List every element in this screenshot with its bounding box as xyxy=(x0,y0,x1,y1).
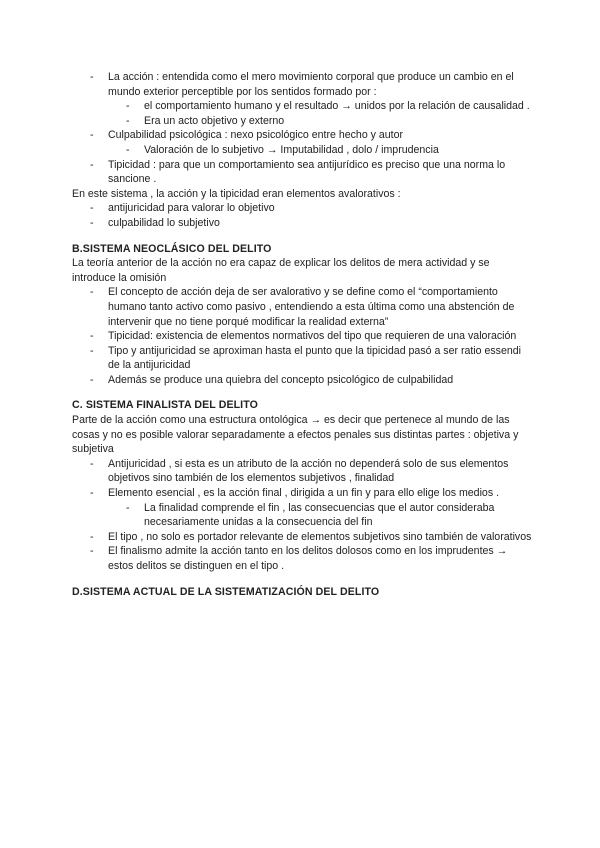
paragraph: En este sistema , la acción y la tipicidad eran elementos avalorativos : xyxy=(72,187,401,200)
list-item: - La acción : entendida como el mero movimiento corporal que produce un cambio en el mundo exterior perceptible por los sentidos formado por : xyxy=(90,71,514,98)
list-item: - Valoración de lo subjetivo → Imputabilidad , dolo / imprudencia xyxy=(126,143,439,156)
list-item: - El finalismo admite la acción tanto en los delitos dolosos como en los imprudentes → estos delitos se distinguen en el tipo . xyxy=(90,545,508,572)
section-c xyxy=(72,398,532,573)
list-item: - antijuricidad para valorar lo objetivo xyxy=(90,202,275,215)
paragraph: La teoría anterior de la acción no era capaz de explicar los delitos de mera actividad y se introduce la omisión xyxy=(72,257,490,284)
list-item: - Tipicidad : para que un comportamiento sea antijurídico es preciso que una norma lo sancione . xyxy=(90,158,506,186)
section-heading: D.SISTEMA ACTUAL DE LA SISTEMATIZACIÓN DEL DELITO xyxy=(72,585,380,598)
list-item: - El concepto de acción deja de ser avalorativo y se define como el “comportamiento humano tanto activo como pasivo , entendiendo a esta última como una abstención de intervenir que no tiene porqué modificar la realidad externa” xyxy=(90,286,515,328)
list-item: - Antijuricidad , si esta es un atributo de la acción no dependerá solo de sus elementos objetivos sino también de los elementos subjetivos , finalidad xyxy=(90,457,509,485)
list-item: - Además se produce una quiebra del concepto psicológico de culpabilidad xyxy=(90,373,454,386)
section-heading: C. SISTEMA FINALISTA DEL DELITO xyxy=(72,399,258,412)
list-item: - Culpabilidad psicológica : nexo psicológico entre hecho y autor xyxy=(90,129,404,142)
section-b xyxy=(72,242,532,388)
list-item: - Elemento esencial , es la acción final , dirigida a un fin y para ello elige los medios . xyxy=(90,487,500,500)
document-body xyxy=(72,70,532,599)
section-a xyxy=(72,70,532,231)
list-item: - La finalidad comprende el fin , las consecuencias que el autor consideraba necesariamente unidas a la consecuencia del fin xyxy=(126,501,495,529)
section-heading: B.SISTEMA NEOCLÁSICO DEL DELITO xyxy=(72,242,272,255)
paragraph: Parte de la acción como una estructura ontológica → es decir que pertenece al mundo de las cosas y no es posible valorar separadamente a efectos penales sus distintas partes : objetiva y subjetiva xyxy=(72,414,519,456)
list-item: - Tipo y antijuricidad se aproximan hasta el punto que la tipicidad pasó a ser ratio essendi de la antijuricidad xyxy=(90,344,522,372)
list-item: - Era un acto objetivo y externo xyxy=(126,114,285,127)
list-item: - el comportamiento humano y el resultado → unidos por la relación de causalidad . xyxy=(126,100,530,113)
list-item: - Tipicidad: existencia de elementos normativos del tipo que requieren de una valoración xyxy=(90,330,517,343)
list-item: - El tipo , no solo es portador relevante de elementos subjetivos sino también de valorativos xyxy=(90,530,532,543)
section-d xyxy=(72,585,532,600)
list-item: - culpabilidad lo subjetivo xyxy=(90,216,220,229)
